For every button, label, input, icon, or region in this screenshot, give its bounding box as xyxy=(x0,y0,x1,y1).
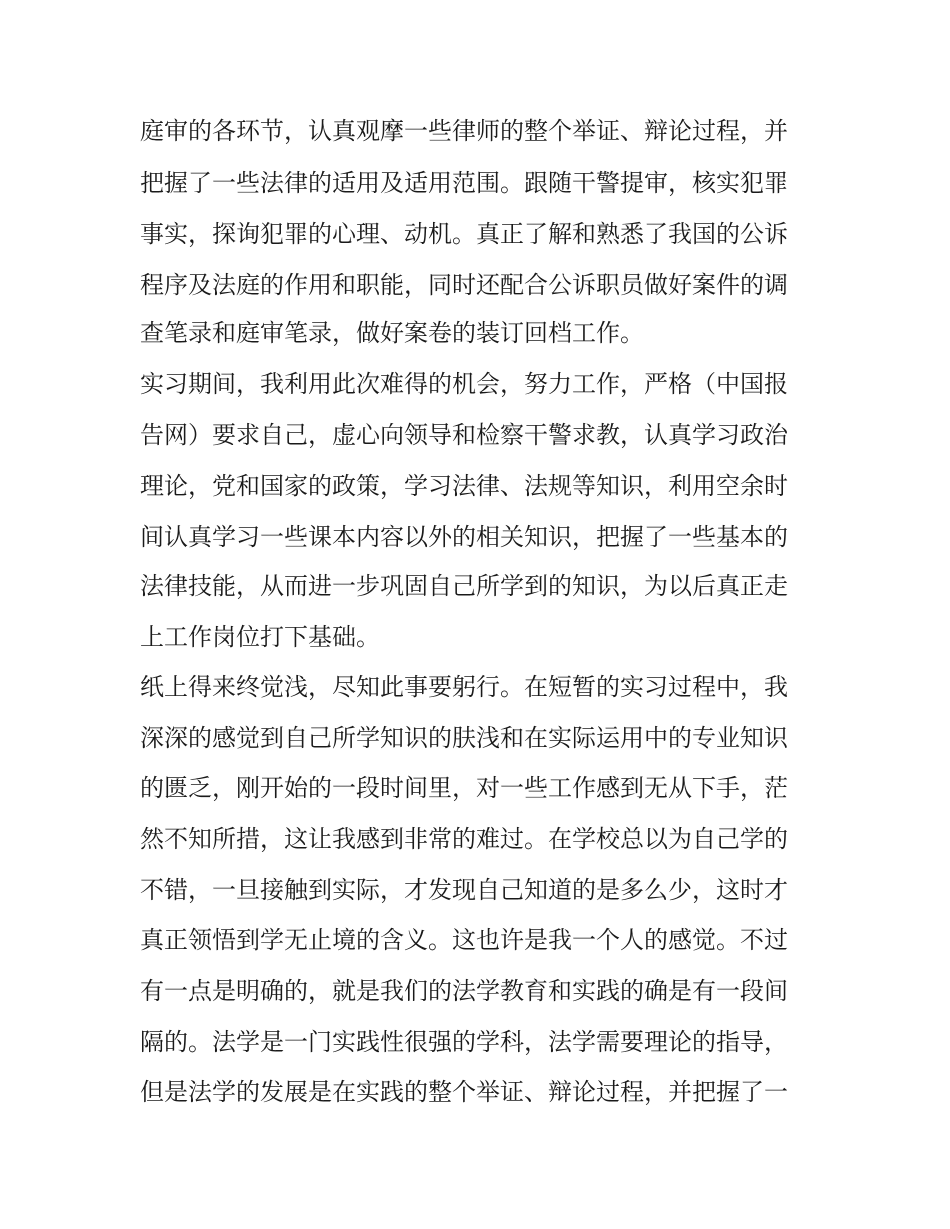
text-line: 间认真学习一些课本内容以外的相关知识，把握了一些基本的 xyxy=(140,523,788,551)
text-line: 隔的。法学是一门实践性很强的学科，法学需要理论的指导， xyxy=(140,1028,788,1056)
text-line: 不错，一旦接触到实际，才发现自己知道的是多么少，这时才 xyxy=(140,876,788,904)
text-line: 事实，探询犯罪的心理、动机。真正了解和熟悉了我国的公诉 xyxy=(140,220,788,248)
text-line: 法律技能，从而进一步巩固自己所学到的知识，为以后真正走 xyxy=(140,572,788,600)
text-line: 查笔录和庭审笔录，做好案卷的装订回档工作。 xyxy=(140,319,644,347)
text-line: 告网）要求自己，虚心向领导和检察干警求教，认真学习政治 xyxy=(140,421,788,449)
text-line: 的匮乏，刚开始的一段时间里，对一些工作感到无从下手，茫 xyxy=(140,774,788,802)
text-line: 庭审的各环节，认真观摩一些律师的整个举证、辩论过程，并 xyxy=(140,117,788,145)
text-line: 但是法学的发展是在实践的整个举证、辩论过程，并把握了一 xyxy=(140,1078,788,1106)
text-line: 真正领悟到学无止境的含义。这也许是我一个人的感觉。不过 xyxy=(140,926,788,954)
text-line: 纸上得来终觉浅，尽知此事要躬行。在短暂的实习过程中，我 xyxy=(140,673,788,701)
text-line: 深深的感觉到自己所学知识的肤浅和在实际运用中的专业知识 xyxy=(140,724,788,752)
text-line: 理论，党和国家的政策，学习法律、法规等知识，利用空余时 xyxy=(140,472,788,500)
text-line: 程序及法庭的作用和职能，同时还配合公诉职员做好案件的调 xyxy=(140,271,788,299)
text-line: 有一点是明确的，就是我们的法学教育和实践的确是有一段间 xyxy=(140,977,788,1005)
text-line: 上工作岗位打下基础。 xyxy=(140,623,380,651)
text-line: 把握了一些法律的适用及适用范围。跟随干警提审，核实犯罪 xyxy=(140,169,788,197)
text-line: 然不知所措，这让我感到非常的难过。在学校总以为自己学的 xyxy=(140,825,788,853)
text-line: 实习期间，我利用此次难得的机会，努力工作，严格（中国报 xyxy=(140,370,788,398)
